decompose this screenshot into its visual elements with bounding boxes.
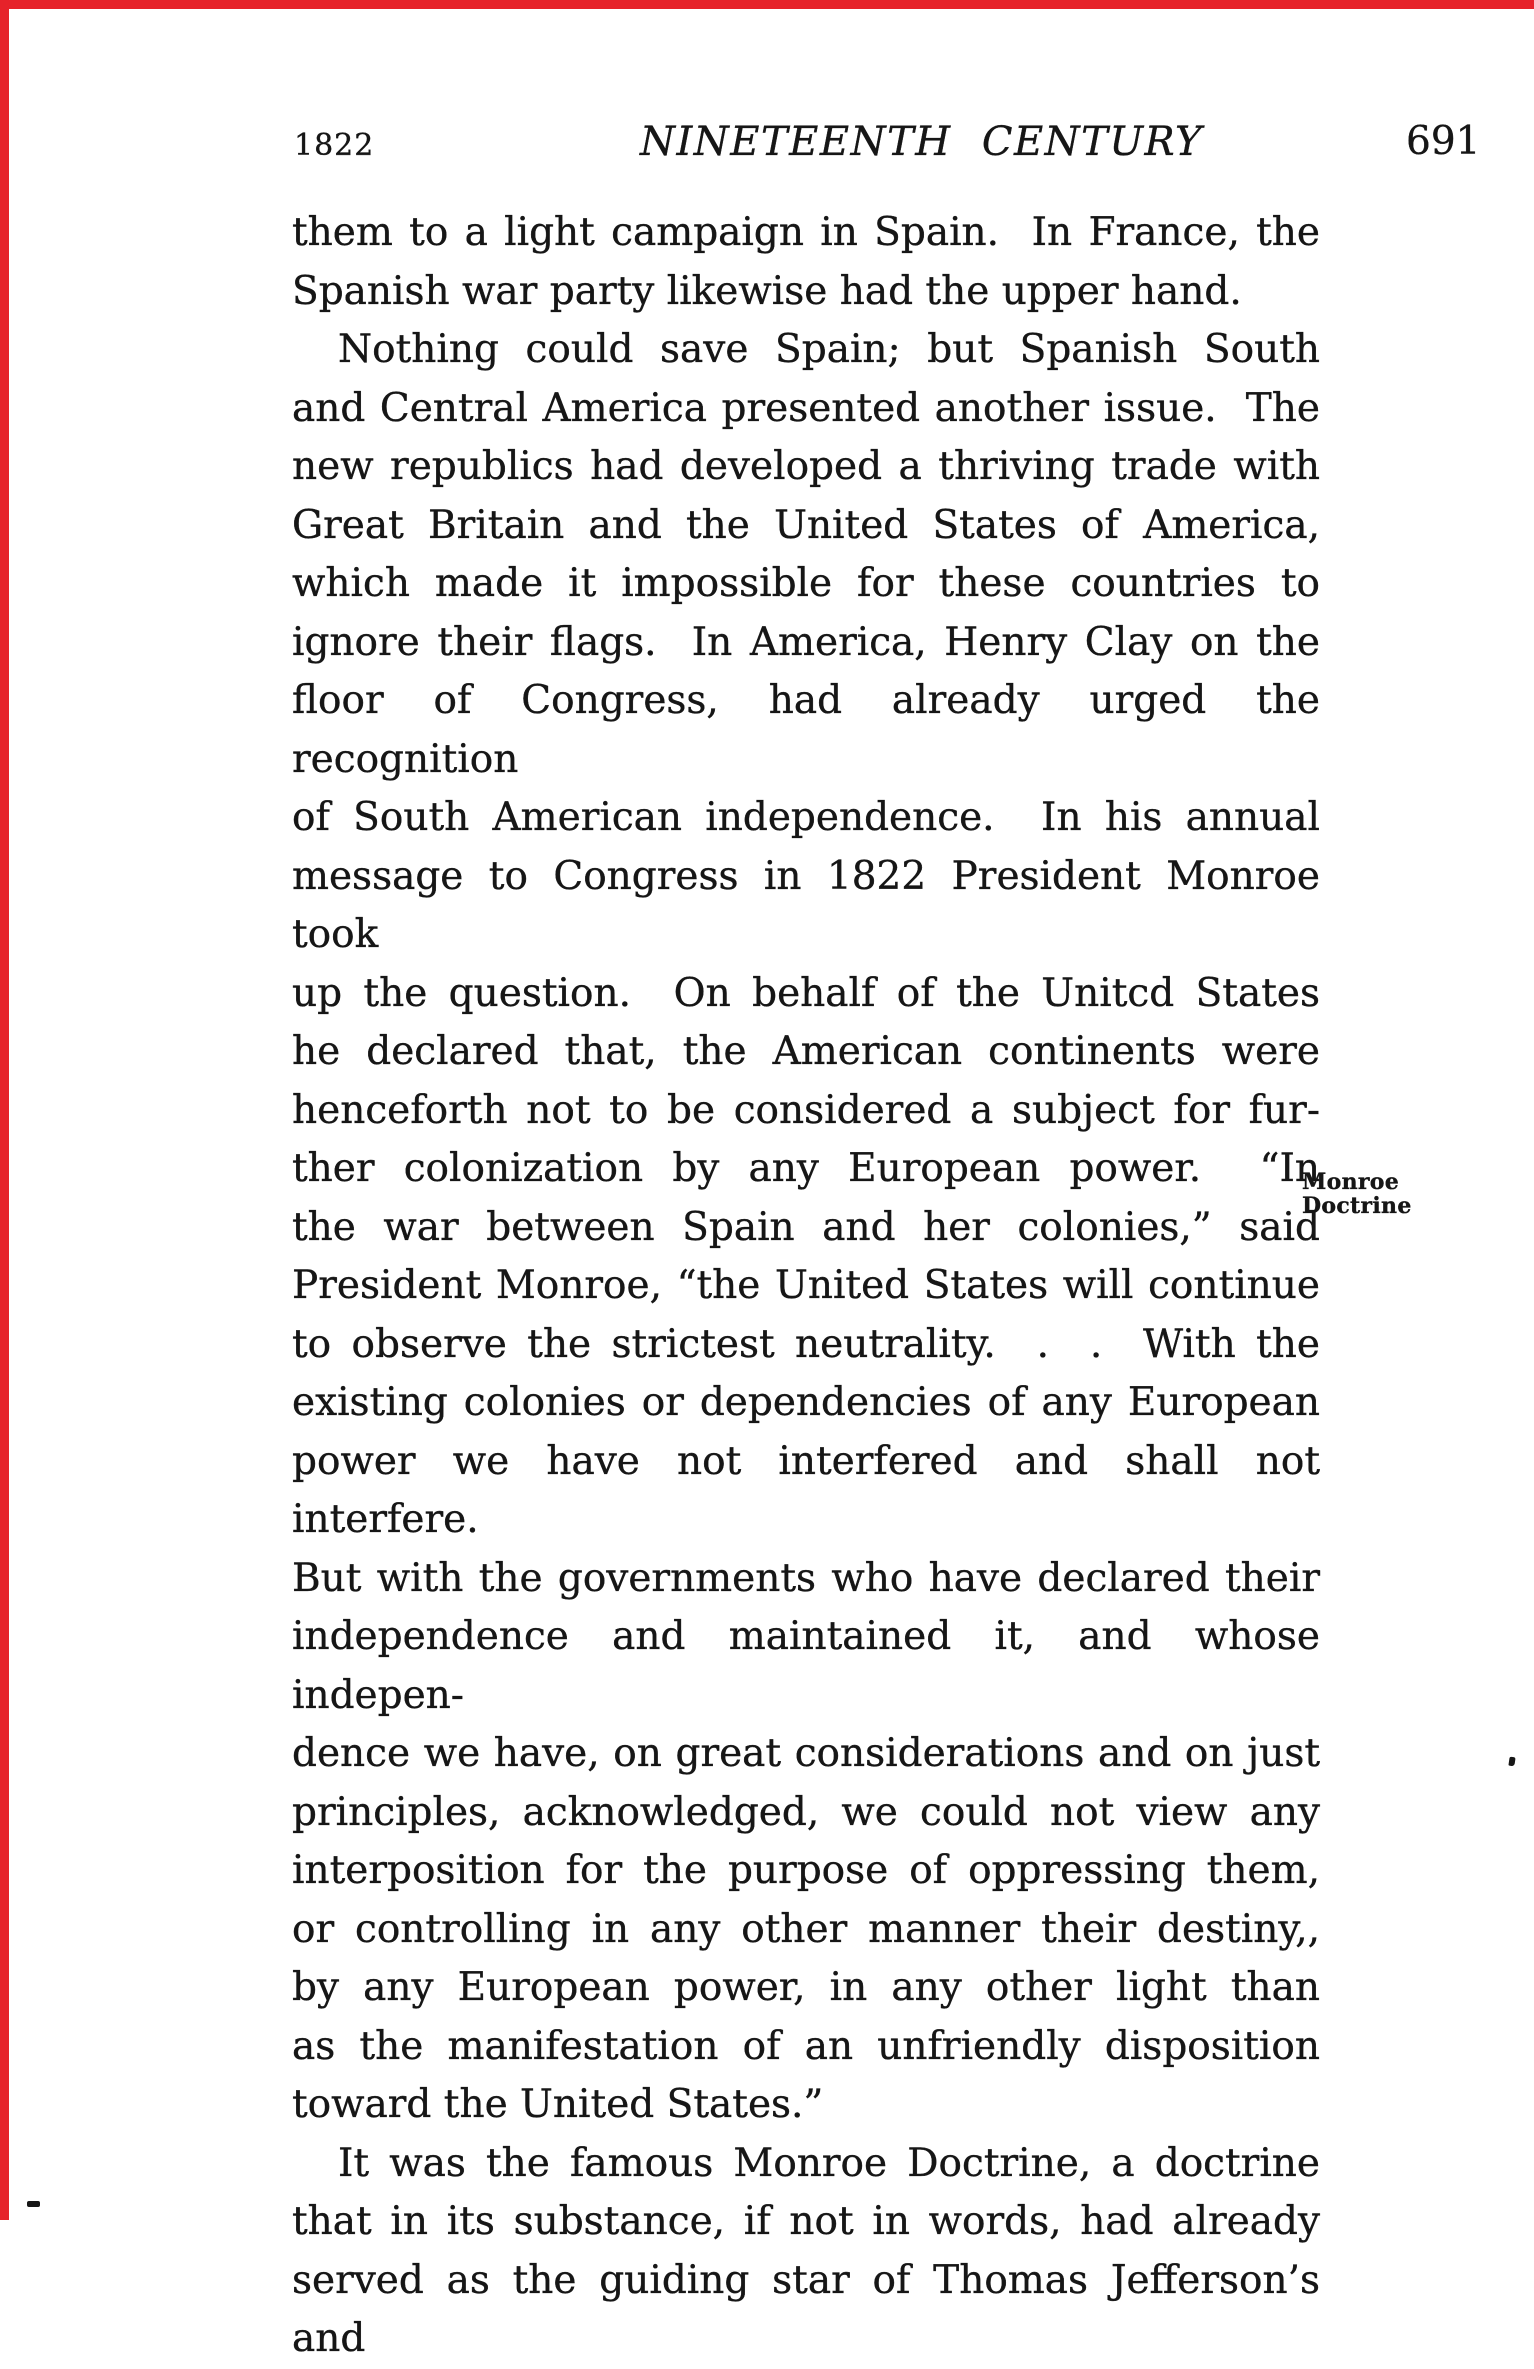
- text-line: floor of Congress, had already urged the recognition: [292, 678, 1320, 782]
- text-line: new republics had developed a thriving trade with: [292, 444, 1320, 489]
- text-line: principles, acknowledged, we could not view any: [292, 1789, 1320, 1835]
- margin-note: [1302, 1170, 1502, 1218]
- scan-edge-top: [0, 0, 1534, 9]
- header-year: 1822: [294, 128, 375, 163]
- text-line: the war between Spain and her colonies,” said: [292, 1204, 1320, 1250]
- text-line: he declared that, the American continents were: [292, 1029, 1320, 1074]
- text-line: existing colonies or dependencies of any European: [292, 1380, 1320, 1425]
- text-line: Nothing could save Spain; but Spanish South: [338, 327, 1320, 372]
- text-line: Spanish war party likewise had the upper hand.: [292, 268, 1242, 314]
- text-line: Great Britain and the United States of America,: [292, 502, 1320, 548]
- text-line: served as the guiding star of Thomas Jefferson’s and: [292, 2257, 1320, 2361]
- text-line: as the manifestation of an unfriendly disposition: [292, 2023, 1320, 2069]
- header-title: NINETEENTH CENTURY: [640, 119, 1203, 165]
- text-line: message to Congress in 1822 President Monroe took: [292, 853, 1320, 957]
- text-line: which made it impossible for these countries to: [292, 561, 1320, 606]
- text-line: toward the United States.”: [292, 2082, 824, 2127]
- text-line: ther colonization by any European power. “In: [292, 1146, 1320, 1191]
- text-line: henceforth not to be considered a subject for fur-: [292, 1087, 1320, 1133]
- scan-edge-left: [0, 0, 9, 2220]
- text-line: President Monroe, “the United States will continue: [292, 1263, 1320, 1308]
- text-line: up the question. On behalf of the Unitcd States: [292, 970, 1320, 1016]
- text-line: of South American independence. In his annual: [292, 795, 1320, 840]
- body-text: [292, 204, 1320, 2369]
- header-page-number: 691: [1406, 119, 1481, 164]
- text-line: interposition for the purpose of oppressing them,: [292, 1848, 1320, 1893]
- text-line: to observe the strictest neutrality. . . With the: [292, 1321, 1320, 1367]
- margin-note-line: Monroe: [1302, 1169, 1400, 1195]
- text-line: them to a light campaign in Spain. In France, the: [292, 210, 1320, 255]
- margin-note-line: Doctrine: [1302, 1193, 1412, 1219]
- text-line: power we have not interfered and shall not interfere.: [292, 1438, 1320, 1542]
- text-line: independence and maintained it, and whose indepen-: [292, 1614, 1320, 1718]
- text-line: and Central America presented another issue. The: [292, 385, 1320, 431]
- text-line: But with the governments who have declared their: [292, 1555, 1320, 1601]
- text-line: It was the famous Monroe Doctrine, a doctrine: [338, 2140, 1320, 2186]
- ink-mark-right-margin: [1508, 1757, 1515, 1767]
- text-line: ignore their flags. In America, Henry Clay on the: [292, 619, 1320, 665]
- text-line: dence we have, on great considerations and on just: [292, 1731, 1320, 1776]
- text-line: or controlling in any other manner their destiny,,: [292, 1906, 1320, 1952]
- text-line: that in its substance, if not in words, had already: [292, 2199, 1320, 2244]
- text-line: by any European power, in any other light than: [292, 1965, 1320, 2010]
- ink-mark-bottom-left: [27, 2201, 40, 2207]
